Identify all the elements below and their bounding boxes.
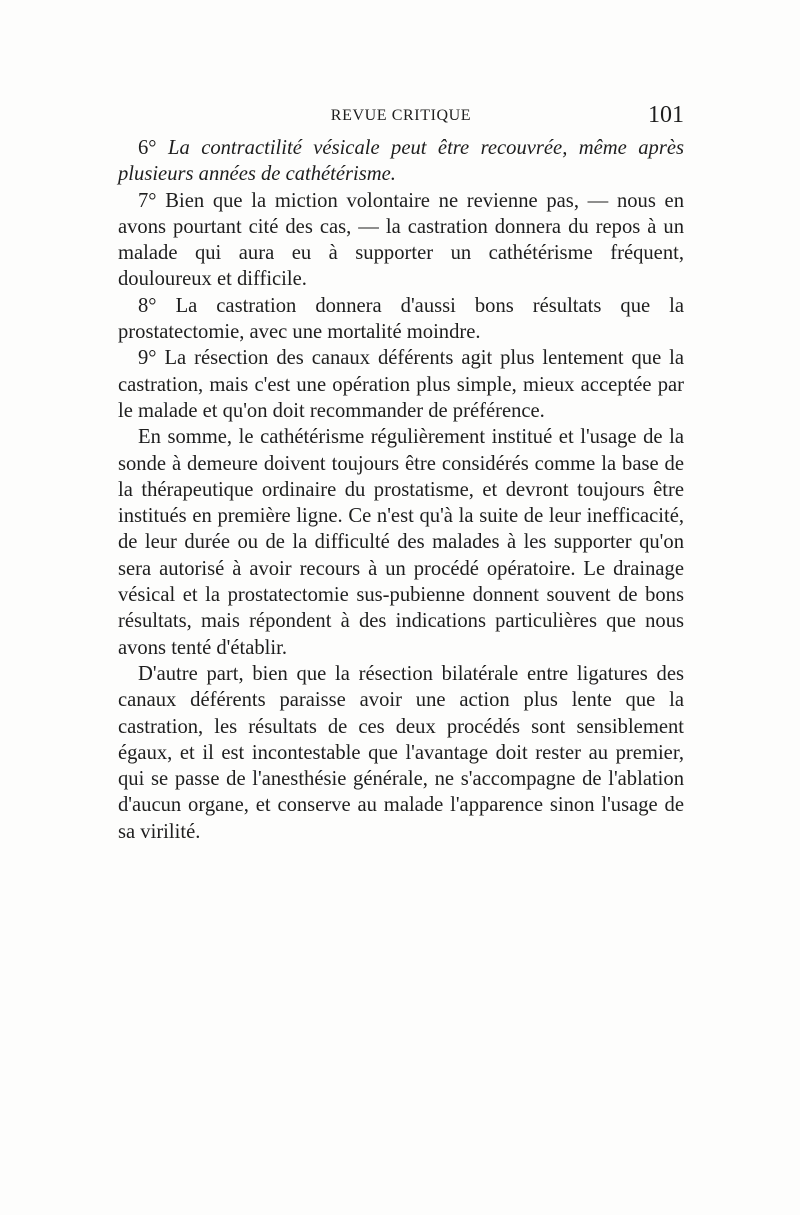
paragraph-text: La contractilité vésicale peut être recouvrée, même après plusieurs années de cathétérisme. [118,137,685,186]
paragraph-number: 8° [138,294,157,317]
paragraph-number: 6° [138,137,157,159]
paragraph-conclusion-8 [118,293,684,346]
paragraph-conclusion-9 [118,345,684,424]
paragraph-number: 7° [138,189,157,212]
paragraph-conclusion-7 [118,188,684,293]
paragraph-final [118,661,684,845]
paragraph-text: La castration donnera d'aussi bons résultats que la prostatectomie, avec une mortalité moindre. [118,294,684,344]
running-head [118,103,684,133]
paragraph-conclusion-6 [118,135,684,188]
paragraph-number: 9° [138,347,157,370]
paragraph-text: La résection des canaux déférents agit plus lentement que la castration, mais c'est une opération plus simple, mieux acceptée par le malade et qu'on doit recommander de préférence. [118,347,684,422]
paragraph-text: En somme, le cathétérisme régulièrement institué et l'usage de la sonde à demeure doivent toujours être considérés comme la base de la thérapeutique ordinaire du prostatisme, et devront toujours être institués en première ligne. Ce n'est qu'à la suite de leur inefficacité, de leur durée ou de la difficulté des malades à les supporter qu'on sera autorisé à avoir recours à un procédé opératoire. Le drainage vésical et la prostatectomie sus-pubienne donnent souvent de bons résultats, mais répondent à des indications particulières que nous avons tenté d'établir. [118,426,684,659]
running-title: REVUE CRITIQUE [330,107,472,124]
paragraph-summary [118,424,684,661]
body-text [118,135,684,845]
paragraph-text: D'autre part, bien que la résection bilatérale entre ligatures des canaux déférents paraisse avoir une action plus lente que la castration, les résultats de ces deux procédés sont sensiblement égaux, et il est incontestable que l'avantage doit rester au premier, qui se passe de l'anesthésie générale, ne s'accompagne de l'ablation d'aucun organe, et conserve au malade l'apparence sinon l'usage de sa virilité. [118,662,684,843]
page-number: 101 [648,102,684,128]
paragraph-text: Bien que la miction volontaire ne revienne pas, — nous en avons pourtant cité des cas, — la castration donnera du repos à un malade qui aura eu à supporter un cathétérisme fréquent, douloureux et difficile. [118,189,684,291]
